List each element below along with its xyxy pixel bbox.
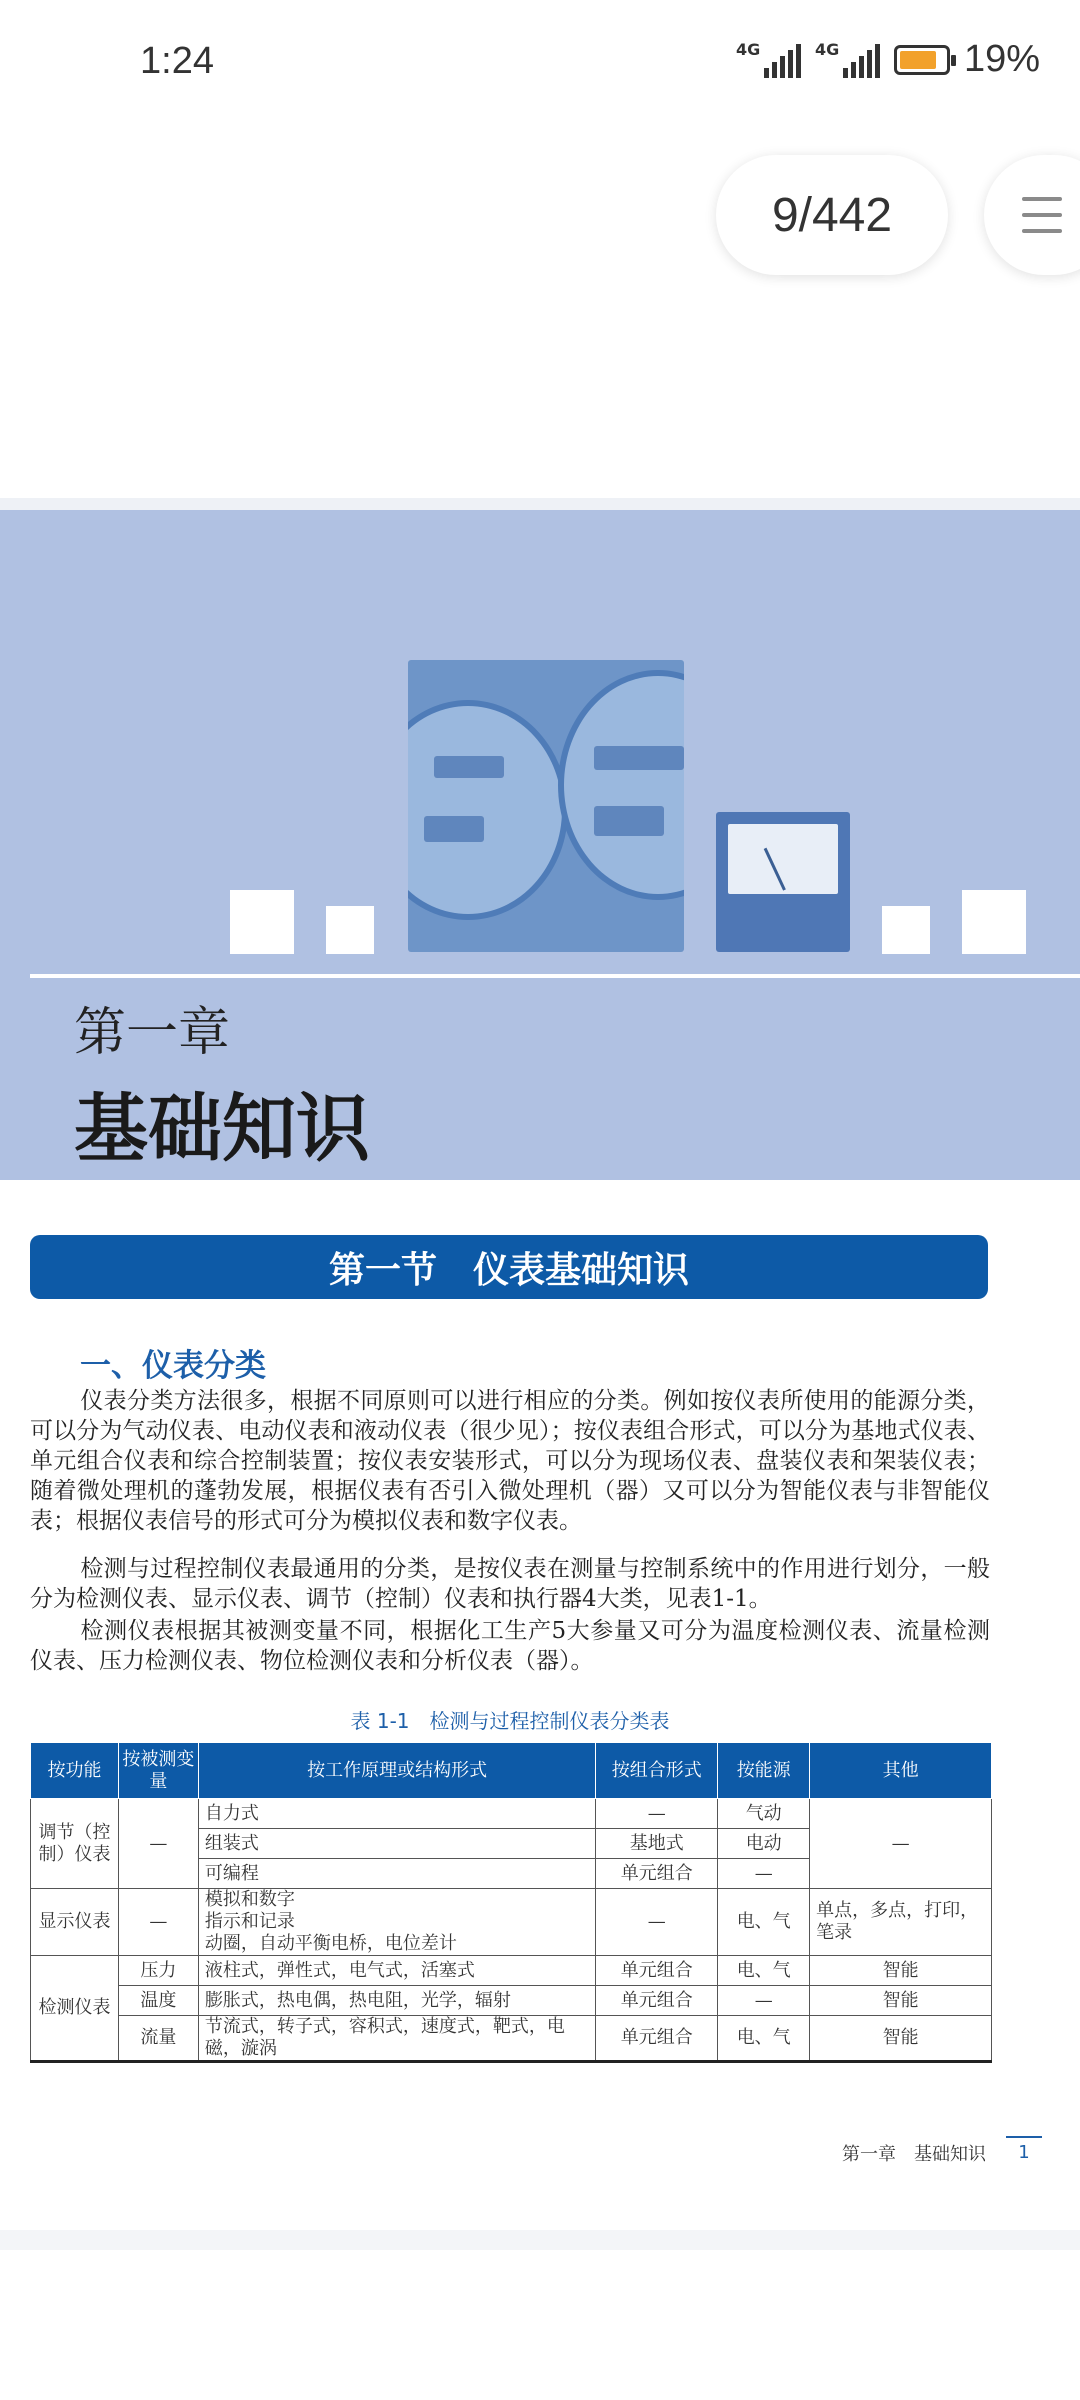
network-type-label: 4G bbox=[735, 39, 761, 59]
table-cell: 单点，多点，打印，笔录 bbox=[810, 1889, 992, 1956]
table-row bbox=[31, 1956, 992, 1986]
table-row bbox=[31, 1986, 992, 2016]
table-cell: 气动 bbox=[718, 1799, 810, 1829]
table-cell: 智能 bbox=[810, 1986, 992, 2016]
status-time: 1:24 bbox=[140, 40, 214, 82]
table-cell: 流量 bbox=[118, 2016, 198, 2062]
table-cell: 膨胀式，热电偶，热电阻，光学，辐射 bbox=[198, 1986, 596, 2016]
paragraph bbox=[30, 1386, 990, 1536]
table-header: 按工作原理或结构形式 bbox=[198, 1743, 596, 1799]
table-cell: 电、气 bbox=[718, 1889, 810, 1956]
document-page bbox=[0, 510, 1080, 2230]
status-bar bbox=[0, 0, 1080, 130]
cell-line: 指示和记录 bbox=[204, 1911, 295, 1932]
table-cell: 智能 bbox=[810, 2016, 992, 2062]
table-header-row bbox=[31, 1743, 992, 1799]
table-cell: — bbox=[810, 1799, 992, 1889]
decorative-block bbox=[230, 890, 294, 954]
decorative-block bbox=[962, 890, 1026, 954]
menu-button[interactable] bbox=[984, 155, 1080, 275]
chapter-title: 基础知识 bbox=[74, 1086, 370, 1172]
table-header: 按功能 bbox=[31, 1743, 119, 1799]
table-cell: 节流式，转子式，容积式，速度式，靶式，电磁，漩涡 bbox=[198, 2016, 596, 2062]
decorative-block bbox=[326, 906, 374, 954]
table-cell: 智能 bbox=[810, 1956, 992, 1986]
table-cell: 单元组合 bbox=[596, 1986, 718, 2016]
table-cell bbox=[198, 1889, 596, 1956]
subsection-title: 一、仪表分类 bbox=[80, 1348, 266, 1384]
table-cell: 调节（控制）仪表 bbox=[31, 1799, 119, 1889]
paragraph-text: 仪表分类方法很多，根据不同原则可以进行相应的分类。例如按仪表所使用的能源分类，可以分为气动仪表、电动仪表和液动仪表（很少见）；按仪表组合形式，可以分为基地式仪表、单元组合仪表和综合控制装置；按仪表安装形式，可以分为现场仪表、盘装仪表和架装仪表；随着微处理机的蓬勃发展，根据仪表有否引入微处理机（器）又可以分为智能仪表与非智能仪表；根据仪表信号的形式可分为模拟仪表和数字仪表。 bbox=[30, 1388, 990, 1534]
table-cell: 温度 bbox=[118, 1986, 198, 2016]
table-row bbox=[31, 1799, 992, 1829]
table-row bbox=[31, 2016, 992, 2062]
battery-icon bbox=[894, 45, 950, 75]
table-header: 按被测变量 bbox=[118, 1743, 198, 1799]
table-cell: — bbox=[118, 1799, 198, 1889]
table-cell: 单元组合 bbox=[596, 2016, 718, 2062]
table-header: 按能源 bbox=[718, 1743, 810, 1799]
table-cell: 基地式 bbox=[596, 1829, 718, 1859]
section-title: 第一节 仪表基础知识 bbox=[30, 1235, 988, 1299]
table-cell: — bbox=[596, 1889, 718, 1956]
panel-meter-photo bbox=[716, 812, 850, 952]
cell-line: 模拟和数字 bbox=[204, 1889, 295, 1910]
paragraph bbox=[30, 1616, 990, 1676]
table-cell: — bbox=[718, 1986, 810, 2016]
table-cell: 自力式 bbox=[198, 1799, 596, 1829]
banner-rule bbox=[30, 974, 1080, 978]
table-cell: — bbox=[596, 1799, 718, 1829]
table-caption: 表 1-1 检测与过程控制仪表分类表 bbox=[350, 1709, 670, 1733]
paragraph-text: 检测与过程控制仪表最通用的分类，是按仪表在测量与控制系统中的作用进行划分，一般分为检测仪表、显示仪表、调节（控制）仪表和执行器4大类，见表1-1。 bbox=[30, 1556, 990, 1612]
table-header: 按组合形式 bbox=[596, 1743, 718, 1799]
table-header: 其他 bbox=[810, 1743, 992, 1799]
meter-photo bbox=[408, 660, 684, 952]
chapter-banner bbox=[0, 510, 1080, 1180]
table-cell: 单元组合 bbox=[596, 1859, 718, 1889]
page-indicator[interactable]: 9/442 bbox=[716, 155, 948, 275]
table-cell: 可编程 bbox=[198, 1859, 596, 1889]
page-gap bbox=[0, 498, 1080, 510]
cell-line: 动圈，自动平衡电桥，电位差计 bbox=[204, 1933, 457, 1954]
battery-percent: 19% bbox=[963, 38, 1040, 80]
table-cell: 显示仪表 bbox=[31, 1889, 119, 1956]
table-cell: 单元组合 bbox=[596, 1956, 718, 1986]
table-row bbox=[31, 1889, 992, 1956]
classification-table bbox=[30, 1742, 992, 2063]
page-gap bbox=[0, 2230, 1080, 2250]
chapter-number: 第一章 bbox=[74, 1003, 231, 1063]
paragraph bbox=[30, 1554, 990, 1614]
table-cell: 电动 bbox=[718, 1829, 810, 1859]
table-cell: 电、气 bbox=[718, 1956, 810, 1986]
status-icons bbox=[736, 38, 1040, 81]
paragraph-text: 检测仪表根据其被测变量不同，根据化工生产5大参量又可分为温度检测仪表、流量检测仪表、压力检测仪表、物位检测仪表和分析仪表（器）。 bbox=[30, 1618, 990, 1674]
page-number: 1 bbox=[1006, 2136, 1042, 2163]
table-cell: 组装式 bbox=[198, 1829, 596, 1859]
page-footer-label: 第一章 基础知识 bbox=[842, 2144, 986, 2165]
table-cell: 液柱式，弹性式，电气式，活塞式 bbox=[198, 1956, 596, 1986]
decorative-block bbox=[882, 906, 930, 954]
table-cell: — bbox=[718, 1859, 810, 1889]
table-cell: 压力 bbox=[118, 1956, 198, 1986]
signal-icon bbox=[814, 39, 880, 78]
table-cell: — bbox=[118, 1889, 198, 1956]
table-cell: 检测仪表 bbox=[31, 1956, 119, 2062]
network-type-label: 4G bbox=[814, 39, 840, 59]
table-cell: 电、气 bbox=[718, 2016, 810, 2062]
signal-icon bbox=[735, 39, 801, 78]
